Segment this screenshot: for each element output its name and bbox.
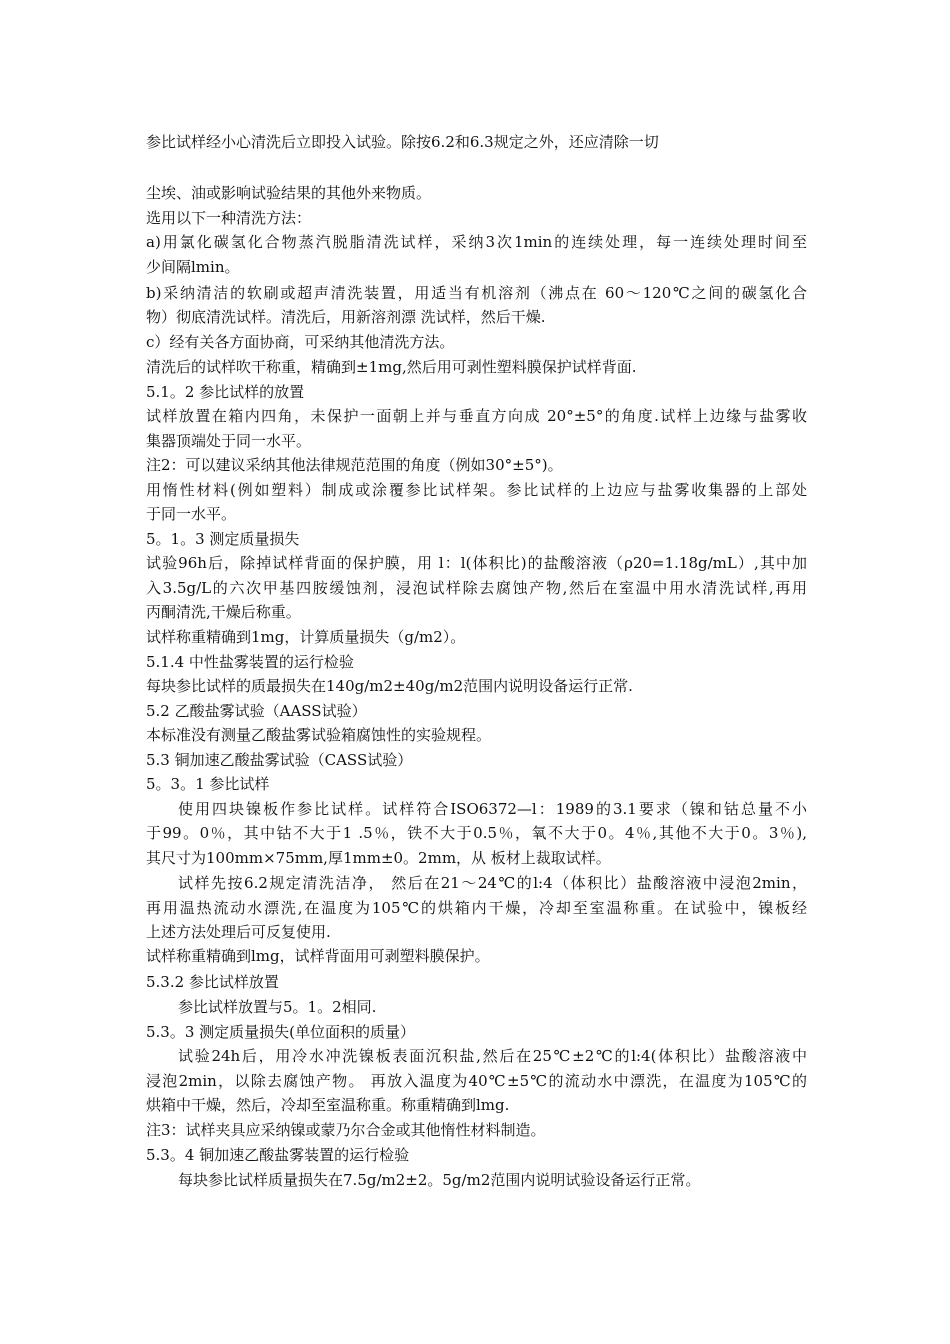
text-line: 再用温热流动水漂洗,在温度为105℃的烘箱内干燥，冷却至室温称重。在试验中，镍板经 [146, 899, 807, 917]
text-line: 于同一水平。 [146, 505, 237, 523]
text-line: 本标准没有测量乙酸盐雾试验箱腐蚀性的实验规程。 [146, 726, 492, 744]
text-line: 5.3 铜加速乙酸盐雾试验（CASS试验） [146, 751, 413, 769]
text-line: 5.3。3 测定质量损失(单位面积的质量） [146, 1023, 416, 1041]
text-line: 用惰性材料(例如塑料）制成或涂覆参比试样架。参比试样的上边应与盐雾收集器的上部处 [146, 481, 807, 499]
text-line: 上述方法处理后可反复使用. [146, 923, 331, 941]
text-line: a)用氯化碳氢化合物蒸汽脱脂清洗试样，采纳3次1min的连续处理，每一连续处理时间至 [146, 233, 807, 251]
text-line: 丙酮清洗,干燥后称重。 [146, 603, 301, 621]
text-line: 每块参比试样质量损失在7.5g/m2±2。5g/m2范围内说明试验设备运行正常。 [178, 1171, 701, 1189]
text-line: 烘箱中干燥，然后，冷却至室温称重。称重精确到lmg. [146, 1096, 510, 1114]
text-line: 5.1.4 中性盐雾装置的运行检验 [146, 653, 354, 671]
text-line: 5.3.2 参比试样放置 [146, 973, 279, 991]
text-line: c）经有关各方面协商，可采纳其他清洗方法。 [146, 333, 455, 351]
text-line: 入3.5g/L的六次甲基四胺缓蚀剂，浸泡试样除去腐蚀产物,然后在室温中用水清洗试样,再用 [146, 579, 807, 597]
text-line: 物）彻底清洗试样。清洗后，用新溶剂漂 洗试样，然后干燥. [146, 308, 546, 326]
text-line: 选用以下一种清洗方法： [146, 209, 312, 227]
text-line: 试样先按6.2规定清洗洁净， 然后在21～24℃的l:4（体积比）盐酸溶液中浸泡2min， [178, 874, 807, 892]
text-line: 其尺寸为100mm×75mm,厚1mm±0。2mm，从 板材上裁取试样。 [146, 849, 611, 867]
text-line: 集器顶端处于同一水平。 [146, 432, 312, 450]
text-line: 试样放置在箱内四角，未保护一面朝上并与垂直方向成 20°±5°的角度.试样上边缘与盐雾收 [146, 407, 807, 425]
text-line: 试样称重精确到lmg，试样背面用可剥塑料膜保护。 [146, 947, 490, 965]
text-line: 5.3。4 铜加速乙酸盐雾装置的运行检验 [146, 1146, 410, 1164]
text-line: 注2：可以建议采纳其他法律规范范围的角度（例如30°±5°)。 [146, 456, 563, 474]
text-line: 试验24h后，用冷水冲洗镍板表面沉积盐,然后在25℃±2℃的l:4(体积比）盐酸溶液中 [178, 1047, 807, 1065]
text-line: 尘埃、油或影响试验结果的其他外来物质。 [146, 184, 432, 202]
text-line: 5.1。2 参比试样的放置 [146, 383, 305, 401]
text-line: 少间隔lmin。 [146, 258, 240, 276]
text-line: 5。3。1 参比试样 [146, 775, 270, 793]
text-line: 参比试样经小心清洗后立即投入试验。除按6.2和6.3规定之外，还应清除一切 [146, 133, 659, 151]
text-line: 于99。0％，其中钴不大于1 .5％，铁不大于0.5％，氧不大于0。4％,其他不大于0。3％), [146, 824, 807, 842]
text-line: 5.2 乙酸盐雾试验（AASS试验） [146, 702, 367, 720]
text-line: 试验96h后，除掉试样背面的保护膜，用 l：l(体积比)的盐酸溶液（ρ20=1.18g/mL）,其中加 [146, 554, 807, 572]
text-line: b)采纳清洁的软刷或超声清洗装置，用适当有机溶剂（沸点在 60～120℃之间的碳氢化合 [146, 284, 807, 302]
text-line: 试样称重精确到1mg，计算质量损失（g/m2）。 [146, 628, 466, 646]
text-line: 5。1。3 测定质量损失 [146, 530, 300, 548]
text-line: 浸泡2min，以除去腐蚀产物。 再放入温度为40℃±5℃的流动水中漂洗，在温度为105℃的 [146, 1072, 807, 1090]
text-line: 清洗后的试样吹干称重，精确到±1mg,然后用可剥性塑料膜保护试样背面. [146, 358, 637, 376]
text-line: 注3：试样夹具应采纳镍或蒙乃尔合金或其他惰性材料制造。 [146, 1121, 546, 1139]
text-line: 使用四块镍板作参比试样。试样符合ISO6372—l：1989的3.1要求（镍和钴总量不小 [178, 800, 807, 818]
text-line: 每块参比试样的质最损失在140g/m2±40g/m2范围内说明设备运行正常. [146, 677, 633, 695]
text-line: 参比试样放置与5。1。2相同. [178, 998, 377, 1016]
